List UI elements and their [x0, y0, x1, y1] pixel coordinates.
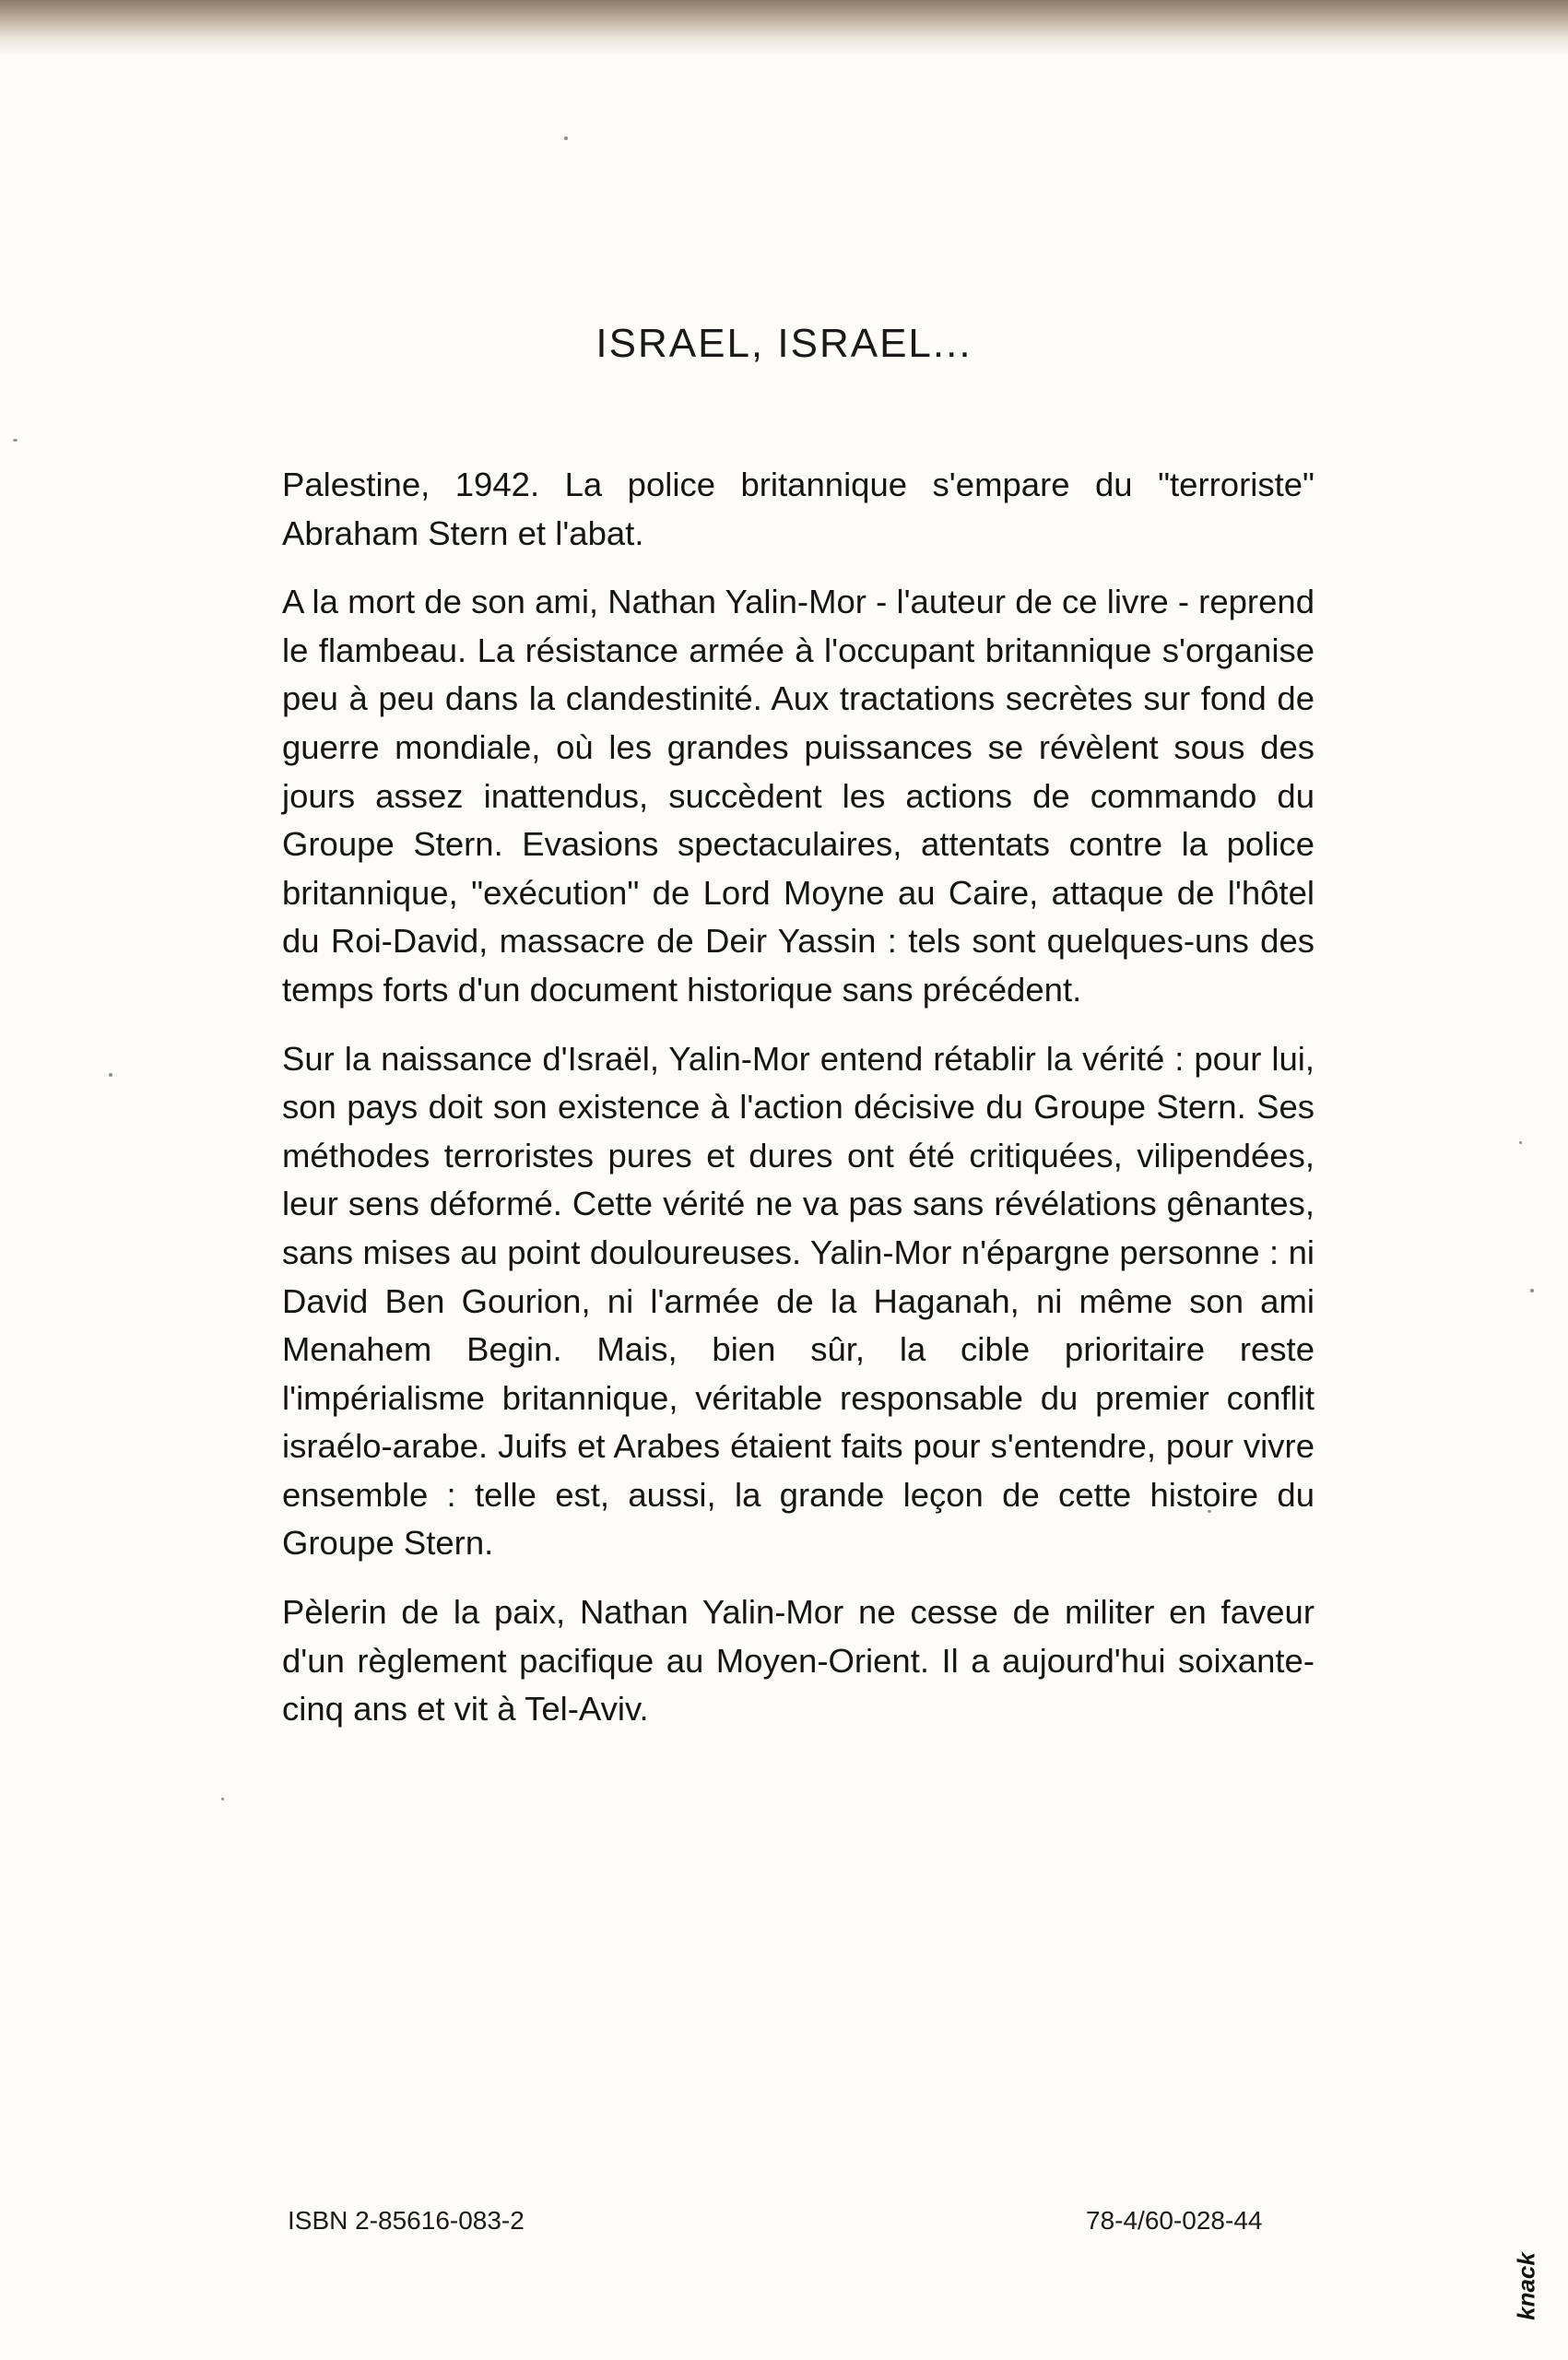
book-title: ISRAEL, ISRAEL... [595, 321, 973, 366]
paper-speck [109, 1073, 112, 1077]
paper-speck [1519, 1141, 1522, 1144]
blurb-paragraph-1: Palestine, 1942. La police britannique s'empare du "terroriste" Abraham Stern et l'abat. [282, 466, 1315, 552]
blurb-paragraph-2: A la mort de son ami, Nathan Yalin-Mor - l'auteur de ce livre - reprend le flambeau. La résistance armée à l'occupant britannique s'organise peu à peu dans la clandestinité. Aux tractations secrètes sur fond de guerre mondiale, où les grandes puissances se révèlent sous des jours assez inattendus, succèdent les actions de commando du Groupe Stern. Evasions spectaculaires, attentats contre la police britannique, "exécution" de Lord Moyne au Caire, attaque de l'hôtel du Roi-David, massacre de Deir Yassin : tels sont quelques-uns des temps forts d'un document historique sans précédent. [282, 583, 1315, 1009]
blurb-paragraph-4: Pèlerin de la paix, Nathan Yalin-Mor ne cesse de militer en faveur d'un règlement pacifique au Moyen-Orient. Il a aujourd'hui soixante-cinq ans et vit à Tel-Aviv. [282, 1593, 1315, 1729]
isbn-number: ISBN 2-85616-083-2 [288, 2206, 525, 2235]
blurb-paragraph-3: Sur la naissance d'Israël, Yalin-Mor entend rétablir la vérité : pour lui, son pays doit son existence à l'action décisive du Groupe Stern. Ses méthodes terroristes pures et dures ont été critiquées, vilipendées, leur sens déformé. Cette vérité ne va pas sans révélations gênantes, sans mises au point douloureuses. Yalin-Mor n'épargne personne : ni David Ben Gourion, ni l'armée de la Haganah, ni même son ami Menahem Begin. Mais, bien sûr, la cible prioritaire reste l'impérialisme britannique, véritable responsable du premier conflit israélo-arabe. Juifs et Arabes étaient faits pour s'entendre, pour vivre ensemble : telle est, aussi, la grande leçon de cette histoire du Groupe Stern. [282, 1039, 1315, 1563]
paper-speck [1530, 1289, 1534, 1292]
paper-top-edge [0, 0, 1568, 55]
catalog-code: 78-4/60-028-44 [1086, 2206, 1263, 2235]
paper-speck [564, 136, 568, 140]
blurb-text [282, 461, 1315, 1754]
printer-stamp [1499, 2240, 1554, 2332]
paper-speck [13, 439, 18, 442]
printer-stamp-text: knack [1512, 2252, 1540, 2320]
paper-speck [221, 1798, 224, 1800]
